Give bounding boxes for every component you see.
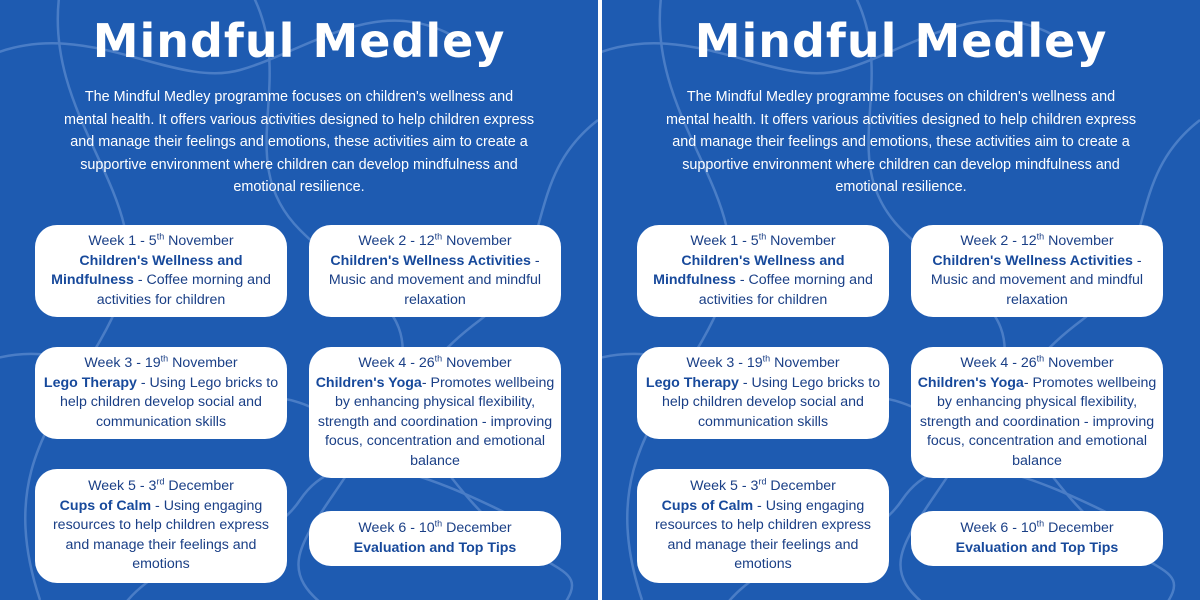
activity-description: - Using engaging resources to help children express and manage their feelings and emotions (654, 497, 872, 573)
week-date: Week 5 - 3rd December (690, 476, 836, 495)
activity-name: Children's Wellness Activities (932, 252, 1133, 269)
week-date: Week 6 - 10th December (358, 518, 512, 536)
week-date: Week 3 - 19th November (686, 353, 840, 371)
activity-name: Evaluation and Top Tips (955, 539, 1119, 556)
activity-name: Children's Yoga (315, 374, 422, 391)
activity-name: Children's Wellness and Mindfulness (51, 252, 243, 288)
week-date: Week 5 - 3rd December (88, 476, 234, 495)
week-card-4 (309, 347, 561, 478)
week-card-3 (637, 347, 889, 439)
poster-panel-left (0, 0, 598, 600)
week-date: Week 1 - 5th November (690, 231, 836, 249)
activity-description: - Promotes wellbeing by enhancing physical flexibility, strength and coordination - improving focus, concentration and emotional balance (317, 374, 555, 469)
week-date: Week 3 - 19th November (84, 353, 238, 371)
activity-description: - Using Lego bricks to help children develop social and communication skills (662, 374, 881, 430)
week-date: Week 1 - 5th November (88, 231, 234, 249)
poster-title: Mindful Medley (92, 14, 506, 68)
week-card-5 (35, 469, 287, 583)
activity-description: - Using engaging resources to help children express and manage their feelings and emotions (52, 497, 270, 573)
activity-name: Lego Therapy (645, 374, 739, 391)
intro-paragraph: The Mindful Medley programme focuses on children's wellness and mental health. It offers various activities designed to help children express and manage their feelings and emotions, these activities aim to create a supportive environment where children can develop mindfulness and emotional resilience. (665, 89, 1137, 195)
week-card-1 (637, 225, 889, 317)
activity-name: Cups of Calm (661, 497, 754, 514)
activity-name: Lego Therapy (43, 374, 137, 391)
activity-description: - Coffee morning and activities for children (96, 272, 271, 308)
activity-description: - Promotes wellbeing by enhancing physical flexibility, strength and coordination - improving focus, concentration and emotional balance (919, 374, 1157, 469)
activity-description: - Coffee morning and activities for children (698, 272, 873, 308)
activity-name: Cups of Calm (59, 497, 152, 514)
week-date: Week 4 - 26th November (358, 353, 512, 371)
week-date: Week 6 - 10th December (960, 518, 1114, 536)
week-card-1 (35, 225, 287, 317)
week-date: Week 4 - 26th November (960, 353, 1114, 371)
poster-title: Mindful Medley (694, 14, 1108, 68)
activity-description: - Using Lego bricks to help children develop social and communication skills (60, 374, 279, 430)
week-card-3 (35, 347, 287, 439)
week-card-5 (637, 469, 889, 583)
week-card-4 (911, 347, 1163, 478)
activity-description: - Music and movement and mindful relaxation (930, 252, 1144, 308)
activity-name: Children's Yoga (917, 374, 1024, 391)
week-date: Week 2 - 12th November (358, 231, 512, 249)
intro-paragraph: The Mindful Medley programme focuses on children's wellness and mental health. It offers various activities designed to help children express and manage their feelings and emotions, these activities aim to create a supportive environment where children can develop mindfulness and emotional resilience. (63, 89, 535, 195)
week-card-6 (309, 511, 561, 566)
week-date: Week 2 - 12th November (960, 231, 1114, 249)
activity-name: Evaluation and Top Tips (353, 539, 517, 556)
activity-name: Children's Wellness Activities (330, 252, 531, 269)
week-card-2 (309, 225, 561, 317)
week-card-2 (911, 225, 1163, 317)
poster-panel-right (602, 0, 1200, 600)
activity-description: - Music and movement and mindful relaxation (328, 252, 542, 308)
week-card-6 (911, 511, 1163, 566)
activity-name: Children's Wellness and Mindfulness (653, 252, 845, 288)
